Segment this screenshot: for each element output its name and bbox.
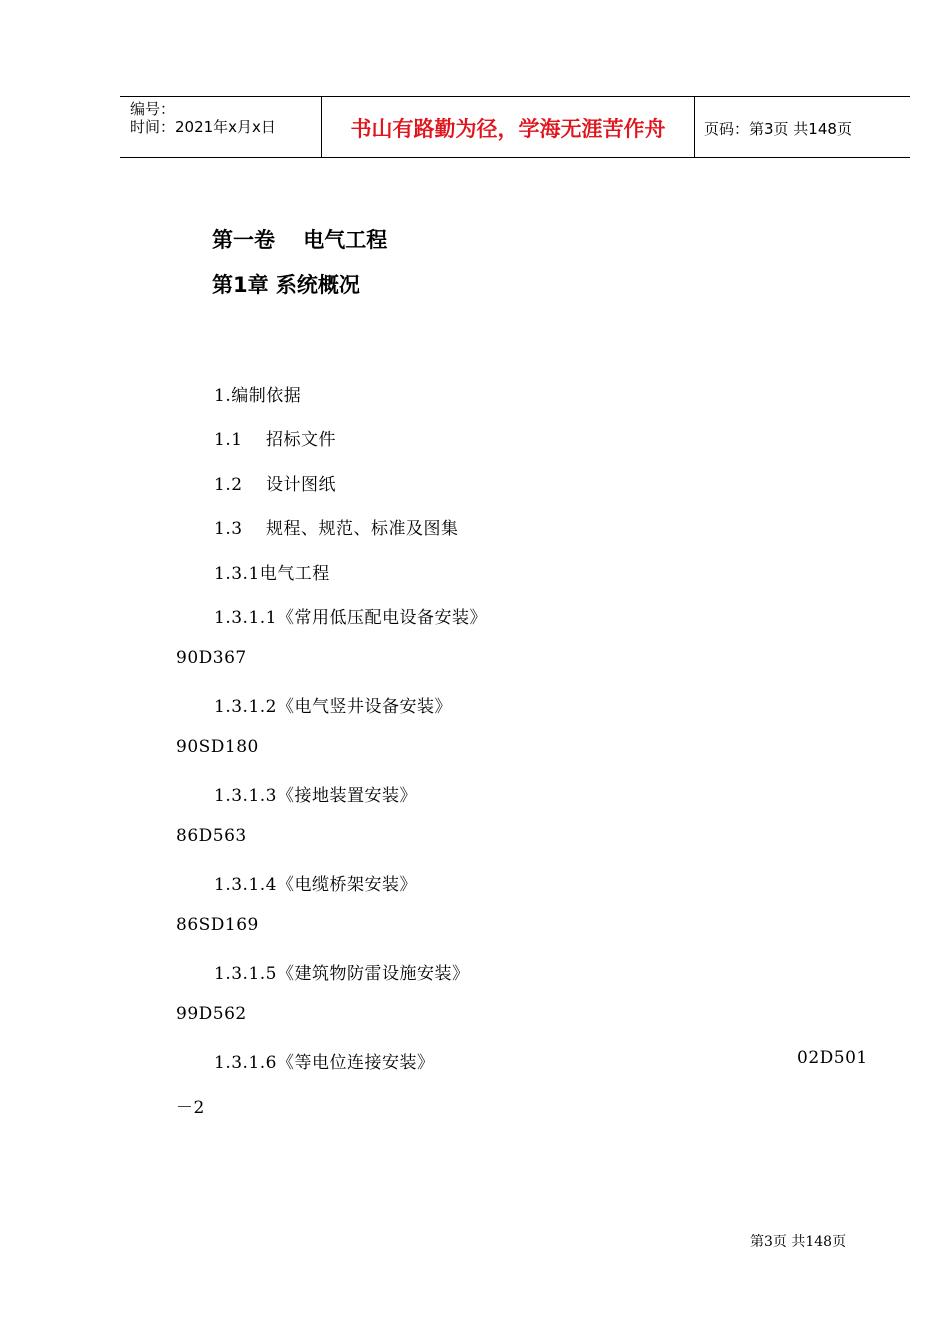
- list-item: 1.3 规程、规范、标准及图集: [214, 519, 459, 539]
- header-motto: 书山有路勤为径，学海无涯苦作舟: [350, 117, 666, 141]
- serial-number-label: 编号：: [130, 100, 176, 118]
- header-meta-cell: [120, 97, 322, 157]
- section-heading: 1.编制依据: [214, 386, 302, 406]
- atlas-code: 86SD169: [176, 915, 259, 935]
- list-item: 1.3.1.6《等电位连接安装》: [214, 1053, 435, 1073]
- atlas-code: 99D562: [176, 1004, 247, 1024]
- atlas-code: 86D563: [176, 826, 247, 846]
- chapter-title: 第1章 系统概况: [212, 273, 360, 297]
- list-item: 1.2 设计图纸: [214, 475, 336, 495]
- header-page-cell: [695, 97, 910, 157]
- list-item: 1.3.1.3《接地装置安装》: [214, 786, 417, 806]
- page-footer: 第3页 共148页: [750, 1234, 847, 1250]
- list-item: 1.3.1.1《常用低压配电设备安装》: [214, 608, 487, 628]
- volume-title: 第一卷 电气工程: [212, 228, 388, 252]
- atlas-code-continuation: －2: [176, 1098, 205, 1118]
- date-label: 时间：2021年x月x日: [130, 118, 276, 136]
- header-motto-cell: [322, 97, 695, 157]
- list-item: 1.3.1.5《建筑物防雷设施安装》: [214, 964, 470, 984]
- list-item: 1.3.1电气工程: [214, 564, 330, 584]
- list-item: 1.1 招标文件: [214, 430, 336, 450]
- atlas-code: 02D501: [797, 1048, 868, 1068]
- atlas-code: 90SD180: [176, 737, 259, 757]
- header-page-info: 页码：第3页 共148页: [704, 120, 852, 138]
- page-header: [120, 96, 910, 158]
- list-item: 1.3.1.2《电气竖井设备安装》: [214, 697, 452, 717]
- list-item: 1.3.1.4《电缆桥架安装》: [214, 875, 417, 895]
- atlas-code: 90D367: [176, 648, 247, 668]
